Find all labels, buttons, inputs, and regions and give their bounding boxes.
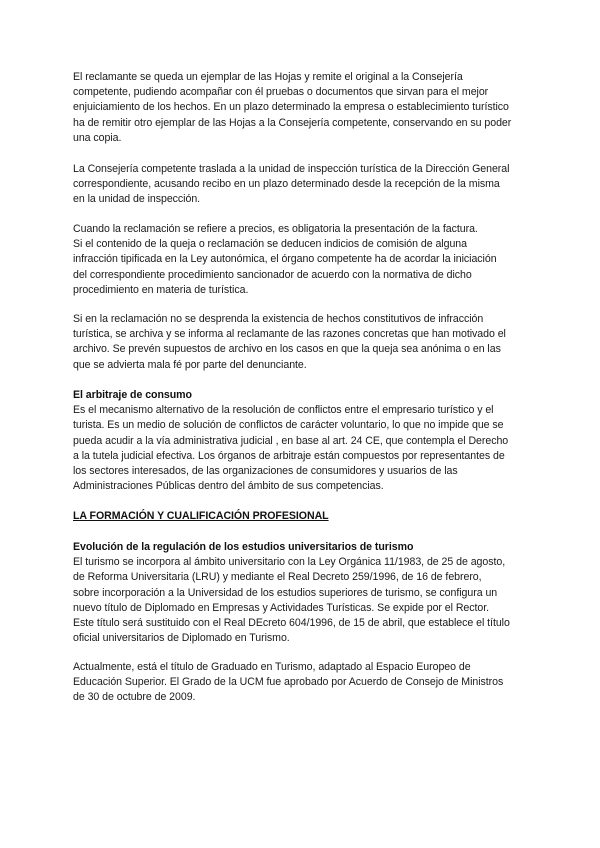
text-line: una copia.: [73, 131, 122, 144]
section-evolucion: [73, 540, 533, 646]
text-line: La Consejería competente traslada a la unidad de inspección turística de la Dirección General: [73, 163, 510, 175]
text-line: infracción tipificada en la Ley autonómica, el órgano competente ha de acordar la iniciación: [73, 253, 497, 266]
text-line: ha de remitir otro ejemplar de las Hojas a la Consejería competente, conservando en su poder: [73, 116, 512, 129]
text-line: competente, pudiendo acompañar con él pruebas o documentos que sirvan para el mejor: [73, 86, 489, 99]
section-title: [73, 509, 533, 524]
section-arbitraje: [73, 388, 533, 494]
arbitraje-heading: El arbitraje de consumo: [73, 389, 192, 401]
text-line: El turismo se incorpora al ámbito universitario con la Ley Orgánica 11/1983, de 25 de agosto,: [73, 556, 506, 569]
text-line: archivo. Se prevén supuestos de archivo en los casos en que la queja sea anónima o en las: [73, 343, 501, 356]
text-line: que se advierta mala fé por parte del denunciante.: [73, 358, 307, 371]
text-line: de 30 de octubre de 2009.: [73, 691, 196, 704]
text-line: Educación Superior. El Grado de la UCM fue aprobado por Acuerdo de Consejo de Ministros: [73, 676, 504, 689]
text-line: Administraciones Públicas dentro del ámbito de sus competencias.: [73, 480, 384, 493]
paragraph-archivo: [73, 312, 533, 373]
text-line: procedimiento en materia de turística.: [73, 283, 249, 296]
text-line: enjuiciamiento de los hechos. En un plazo determinado la empresa o establecimiento turístico: [73, 101, 509, 114]
text-line: Cuando la reclamación se refiere a precios, es obligatoria la presentación de la factura.: [73, 223, 478, 235]
text-line: del correspondiente procedimiento sancionador de acuerdo con la normativa de dicho: [73, 268, 472, 281]
paragraph-precios: [73, 222, 533, 298]
text-line: oficial universitarios de Diplomado en Turismo.: [73, 632, 290, 645]
section-title-text: LA FORMACIÓN Y CUALIFICACIÓN PROFESIONAL: [73, 510, 329, 522]
text-line: El reclamante se queda un ejemplar de las Hojas y remite el original a la Consejería: [73, 71, 463, 83]
text-line: los sectores interesados, de las organizaciones de consumidores y usuarios de las: [73, 465, 458, 478]
text-line: en la unidad de inspección.: [73, 193, 201, 206]
text-line: Es el mecanismo alternativo de la resolución de conflictos entre el empresario turístico y el: [73, 404, 494, 417]
text-line: de Reforma Universitaria (LRU) y mediante el Real Decreto 259/1996, de 16 de febrero,: [73, 571, 482, 584]
text-line: sobre incorporación a la Universidad de los estudios superiores de turismo, se configura un: [73, 586, 498, 599]
paragraph-actualmente: [73, 660, 533, 706]
text-line: turística, se archiva y se informa al reclamante de las razones concretas que han motivado el: [73, 328, 506, 341]
paragraph-reclamante: [73, 70, 533, 146]
text-line: turista. Es un medio de solución de conflictos de carácter voluntario, lo que no impide que se: [73, 419, 504, 432]
text-line: Si en la reclamación no se desprenda la existencia de hechos constitutivos de infracción: [73, 313, 484, 325]
text-line: nuevo título de Diplomado en Empresas y Actividades Turísticas. Se expide por el Rector.: [73, 601, 490, 614]
text-line: Este título será sustituido con el Real DEcreto 604/1996, de 15 de abril, que establece el título: [73, 617, 510, 630]
text-line: pueda acudir a la vía administrativa judicial , en base al art. 24 CE, que contempla el Derecho: [73, 434, 509, 447]
text-line: a la tutela judicial efectiva. Los órganos de arbitraje están compuestos por representantes de: [73, 449, 505, 462]
paragraph-consejeria: [73, 162, 533, 208]
evolucion-heading: Evolución de la regulación de los estudios universitarios de turismo: [73, 541, 414, 553]
text-line: Si el contenido de la queja o reclamación se deducen indicios de comisión de alguna: [73, 238, 467, 251]
text-line: correspondiente, acusando recibo en un plazo determinado desde la recepción de la misma: [73, 178, 500, 191]
text-line: Actualmente, está el título de Graduado en Turismo, adaptado al Espacio Europeo de: [73, 661, 471, 673]
